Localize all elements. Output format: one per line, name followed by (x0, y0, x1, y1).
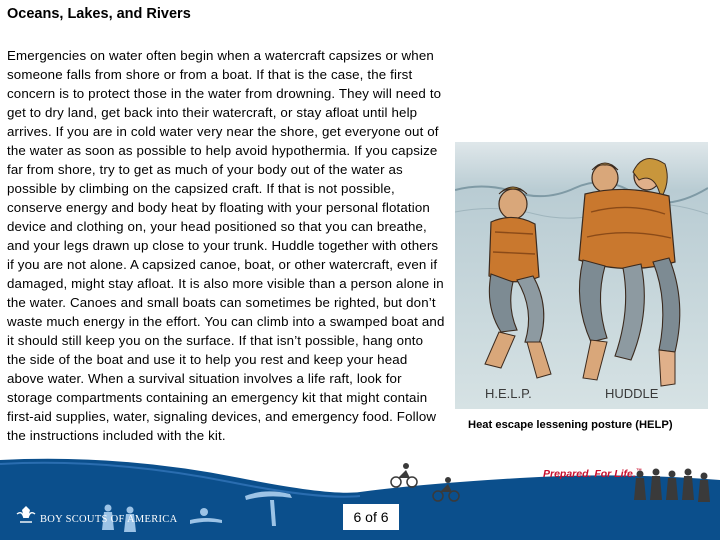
body-paragraph: Emergencies on water often begin when a watercraft capsizes or when someone falls from shore or from a boat. If that is the case, the first concern is to protect those in the water from drowning. They will need to get to dry land, get back into their watercraft, or stay afloat until help arrives. If you are in cold water very near the shore, get everyone out of the water as soon as possible to help avoid hypothermia. If you capsize far from shore, try to get as much of your body out of the water as possible by climbing on the capsized craft. If that is not possible, conserve energy and body heat by floating with your personal flotation device and clothing on, your head positioned so that you can breathe, and your legs drawn up close to your trunk. Huddle together with others if you are not alone. A capsized canoe, boat, or other watercraft, even if damaged, might stay afloat. It is also more visible than a person alone in the water. Canoes and small boats can sometimes be righted, but don’t waste much energy in the effort. You can climb into a swamped boat and it should still keep you on the surface. If that isn’t possible, hang onto the side of the boat and use it to help you rest and keep your head above water. When a survival situation involves a life raft, look for storage compartments containing an emergency kit that might contain first-aid supplies, water, signaling devices, and emergency food. Follow the instructions included with the kit. (7, 48, 445, 443)
kayaker-silhouette (200, 508, 208, 516)
illustration-drawing (455, 142, 708, 409)
illustration-caption: Heat escape lessening posture (HELP) (468, 419, 673, 431)
page-title: Oceans, Lakes, and Rivers (7, 6, 191, 22)
hiker-silhouette (105, 505, 112, 512)
tagline (543, 468, 642, 480)
trademark-mark: ™ (635, 468, 642, 475)
help-huddle-illustration (455, 142, 708, 409)
huddle-label: HUDDLE (605, 386, 659, 401)
tagline-text: Prepared. For Life. (543, 468, 636, 480)
organization-name: BOY SCOUTS OF AMERICA (40, 514, 178, 525)
help-label: H.E.L.P. (485, 386, 532, 401)
page-number: 6 of 6 (343, 504, 399, 530)
